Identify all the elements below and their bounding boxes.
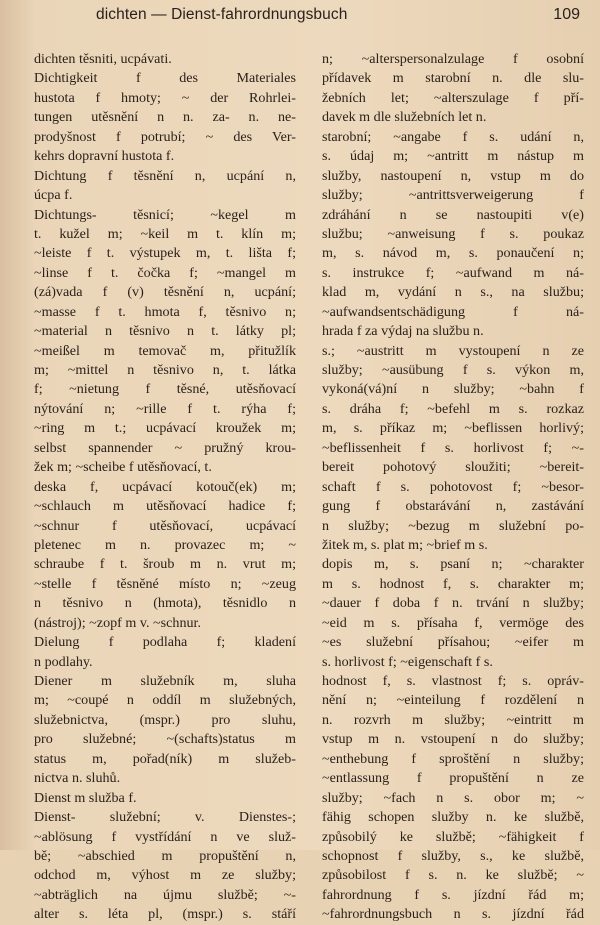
text-line: ~entlassung f propuštění n ze [322,770,584,787]
text-line: ~enthebung f sproštění n služby; [322,750,584,767]
text-line: n služby; ~bezug m služební po- [322,517,584,534]
text-line: schraube f t. šroub m n. vrut m; [34,556,296,573]
text-line: alter s. léta pl, (mspr.) s. stáří [34,906,296,923]
text-line: Dichtung f těsnění n, ucpání n, [34,167,296,184]
text-line: způsobilý ke službě; ~fähigkeit f [322,828,584,845]
text-line: nýtování n; ~rille f t. rýha f; [34,400,296,417]
text-line: s. údaj m; ~antritt m nástup m [322,148,584,165]
text-line: hrada f za výdaj na službu n. [322,323,484,340]
text-line: ~aufwandsentschädigung f ná- [322,303,584,320]
text-line: schaft f s. pohotovost f; ~besor- [322,478,584,495]
text-line: ~meißel m temovač m, přitužlík [34,342,296,359]
text-line: kehrs dopravní hustota f. [34,148,175,165]
text-line: m, s. příkaz m; ~beflissen horlivý; [322,420,584,437]
text-line: ~dauer f doba f n. trvání n služby; [322,595,584,612]
text-line: služebnictva, (mspr.) pro sluhu, [34,711,296,728]
text-line: selbst spannender ~ pružný krou- [34,439,296,456]
text-line: (zá)vada f (v) těsnění n, ucpání; [34,284,296,301]
text-line: nictva n. sluhů. [34,770,121,787]
text-line: dichten těsniti, ucpávati. [34,51,172,67]
text-line: ~schlauch m utěsňovací hadice f; [34,498,296,515]
text-line: způsobilost f s. n. ke službě; ~ [322,867,584,884]
text-line: úcpa f. [34,187,73,204]
text-line: hodnost f, s. vlastnost f; s. opráv- [322,673,584,689]
text-line: Dienst- služební; v. Dienstes-; [34,809,296,826]
text-line: schopnost f služby, s., ke službě, [322,847,584,864]
text-line: ~fahrordnungsbuch n s. jízdní řád [322,906,584,923]
text-line: ~stelle f těsněné místo n; ~zeug [34,575,296,592]
text-line: deska f, ucpávací kotouč(ek) m; [34,478,296,495]
text-line: ~es služební přísahou; ~eifer m [322,634,584,651]
text-line: ~beflissenheit f s. horlivost f; ~- [322,439,584,456]
text-line: službu; ~anweisung f s. poukaz [322,225,584,242]
text-line: bereit pohotový sloužiti; ~bereit- [322,459,584,476]
text-line: žek m; ~scheibe f utěsňovací, t. [34,459,212,476]
text-line: m, s. návod m, s. ponaučení n; [322,245,584,262]
text-line: s. dráha f; ~befehl m s. rozkaz [322,400,584,417]
text-line: Dichtigkeit f des Materiales [34,70,296,87]
text-line: vykoná(vá)ní n služby; ~bahn f [322,381,584,398]
text-line: Diener m služebník m, sluha [34,673,296,689]
page-header [0,0,600,36]
text-line: ~ring m t.; ucpávací kroužek m; [34,420,296,437]
text-line: ~leiste f t. výstupek m, t. lišta f; [34,245,296,262]
text-line: nění n; ~einteilung f rozdělení n [322,692,584,709]
text-line: gung f obstarávání n, zastávání [322,498,584,515]
text-line: n. rozvrh m služby; ~eintritt m [322,711,584,728]
text-line: davek m dle služebních let n. [322,109,487,126]
text-line: pletenec m n. provazec m; ~ [34,536,296,553]
text-line: přídavek m starobní n. dle slu- [322,70,584,87]
text-line: žitek m, s. plat m; ~brief m s. [322,536,488,553]
text-line: ~masse f t. hmota f, těsnivo n; [34,303,296,320]
text-line: fähig schopen služby n. ke službě, [322,809,584,826]
text-line: Dichtungs- těsnicí; ~kegel m [34,206,296,223]
text-line: n podlahy. [34,653,93,670]
text-line: m; ~mittel n těsnivo n, t. látka [34,362,296,378]
text-line: tungen utěsnění n n. za- n. ne- [34,109,296,126]
text-line: t. kužel m; ~keil m t. klín m; [34,225,296,242]
text-line: ~eid m s. přísaha f, vermöge des [322,614,584,631]
text-line: dopis m, s. psaní n; ~charakter [322,556,584,573]
text-line: ~schnur f utěsňovací, ucpávací [34,517,296,534]
text-line: služby, nastoupení n, vstup m do [322,167,584,184]
text-line: pro služebné; ~(schafts)status m [34,731,296,748]
text-line: ~linse f t. čočka f; ~mangel m [34,264,296,281]
text-line: odchod m, výhost m ze služby; [34,867,296,884]
text-line: Dielung f podlaha f; kladení [34,634,296,651]
text-line: n těsnivo n (hmota), těsnidlo n [34,595,296,612]
left-column [34,50,296,925]
text-line: s. instrukce f; ~aufwand m ná- [322,264,584,281]
text-line: m s. hodnost f, s. charakter m; [322,575,584,592]
text-line: klad m, vydání n s., na službu; [322,284,584,301]
text-line: služby; ~ausübung f s. výkon m, [322,362,584,378]
text-line: žebních let; ~alterszulage f pří- [322,89,584,106]
text-line: ~ablösung f vystřídání n ve služ- [34,828,296,845]
text-line: ~abträglich na újmu službě; ~- [34,886,296,903]
page-number: 109 [553,6,580,23]
text-line: vstup m n. vstoupení n do služby; [322,731,584,748]
right-column [322,50,584,925]
text-line: prodyšnost f potrubí; ~ des Ver- [34,128,296,145]
text-line: bě; ~abschied m propuštění n, [34,847,296,864]
text-line: s. horlivost f; ~eigenschaft f s. [322,653,493,670]
text-line: s.; ~austritt m vystoupení n ze [322,342,584,359]
text-line: f; ~nietung f těsné, utěsňovací [34,381,296,398]
text-line: (nástroj); ~zopf m v. ~schnur. [34,614,201,631]
text-line: n; ~alterspersonalzulage f osobní [322,51,584,67]
running-head: dichten — Dienst-fahrordnungsbuch [96,6,348,23]
text-line: služby; ~fach n s. obor m; ~ [322,789,584,806]
text-line: ~material n těsnivo n t. látky pl; [34,323,296,340]
text-line: hustota f hmoty; ~ der Rohrlei- [34,89,296,106]
text-line: Dienst m služba f. [34,789,137,806]
text-line: služby; ~antrittsverweigerung f [322,187,584,204]
text-line: starobní; ~angabe f s. udání n, [322,128,584,145]
text-line: status m, pořad(ník) m služeb- [34,750,296,767]
text-line: fahrordnung f s. jízdní řád m; [322,886,584,903]
text-line: m; ~coupé n oddíl m služebných, [34,692,296,709]
text-line: zdráhání n se nastoupiti v(e) [322,206,584,223]
